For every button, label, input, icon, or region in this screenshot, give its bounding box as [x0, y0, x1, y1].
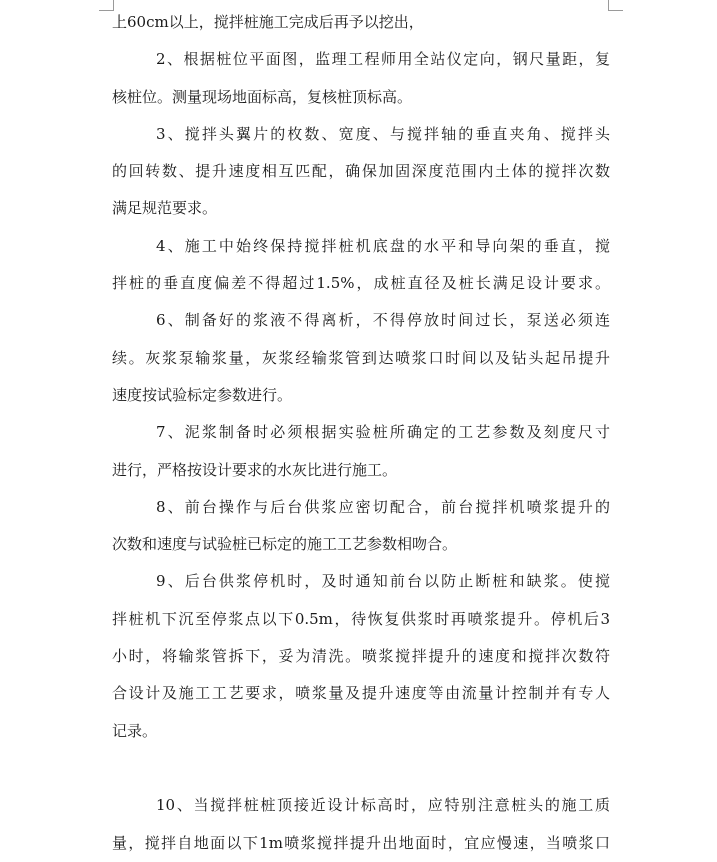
page-corner-mark-right — [608, 0, 623, 11]
text-line: 拌桩机下沉至停浆点以下0.5m，待恢复供浆时再喷浆提升。停机后3 — [112, 609, 610, 628]
text-line: 3、搅拌头翼片的枚数、宽度、与搅拌轴的垂直夹角、搅拌头 — [156, 124, 610, 143]
text-line: 满足规范要求。 — [112, 199, 218, 218]
text-line: 记录。 — [112, 721, 158, 740]
text-line: 上60cm以上，搅拌桩施工完成后再予以挖出， — [112, 13, 424, 31]
text-line: 速度按试验标定参数进行。 — [112, 385, 293, 404]
text-line: 4、施工中始终保持搅拌桩机底盘的水平和导向架的垂直，搅 — [156, 236, 610, 255]
text-line: 6、制备好的浆液不得离析，不得停放时间过长，泵送必须连 — [156, 311, 610, 330]
text-line: 续。灰浆泵输浆量，灰浆经输浆管到达喷浆口时间以及钻头起吊提升 — [112, 348, 610, 367]
text-line: 拌桩的垂直度偏差不得超过1.5%，成桩直径及桩长满足设计要求。 — [112, 274, 610, 293]
text-line: 核桩位。测量现场地面标高，复核桩顶标高。 — [112, 87, 413, 106]
text-line: 进行，严格按设计要求的水灰比进行施工。 — [112, 460, 398, 479]
text-line: 次数和速度与试验桩已标定的施工工艺参数相吻合。 — [112, 535, 458, 554]
text-line: 8、前台操作与后台供浆应密切配合，前台搅拌机喷浆提升的 — [156, 497, 610, 516]
document-body — [112, 4, 610, 862]
text-line: 10、当搅拌桩桩顶接近设计标高时，应特别注意桩头的施工质 — [156, 796, 610, 815]
text-line: 9、后台供浆停机时，及时通知前台以防止断桩和缺浆。使搅 — [156, 572, 610, 591]
text-line: 的回转数、提升速度相互匹配，确保加固深度范围内土体的搅拌次数 — [112, 162, 610, 181]
text-line: 合设计及施工工艺要求，喷浆量及提升速度等由流量计控制并有专人 — [112, 684, 610, 703]
text-line: 量，搅拌自地面以下1m喷浆搅拌提升出地面时，宜应慢速，当喷浆口 — [112, 833, 610, 852]
text-line: 小时，将输浆管拆下，妥为清洗。喷浆搅拌提升的速度和搅拌次数符 — [112, 647, 610, 666]
text-line: 2、根据桩位平面图，监理工程师用全站仪定向，钢尺量距，复 — [156, 50, 610, 69]
text-line: 7、泥浆制备时必须根据实验桩所确定的工艺参数及刻度尺寸 — [156, 423, 610, 442]
